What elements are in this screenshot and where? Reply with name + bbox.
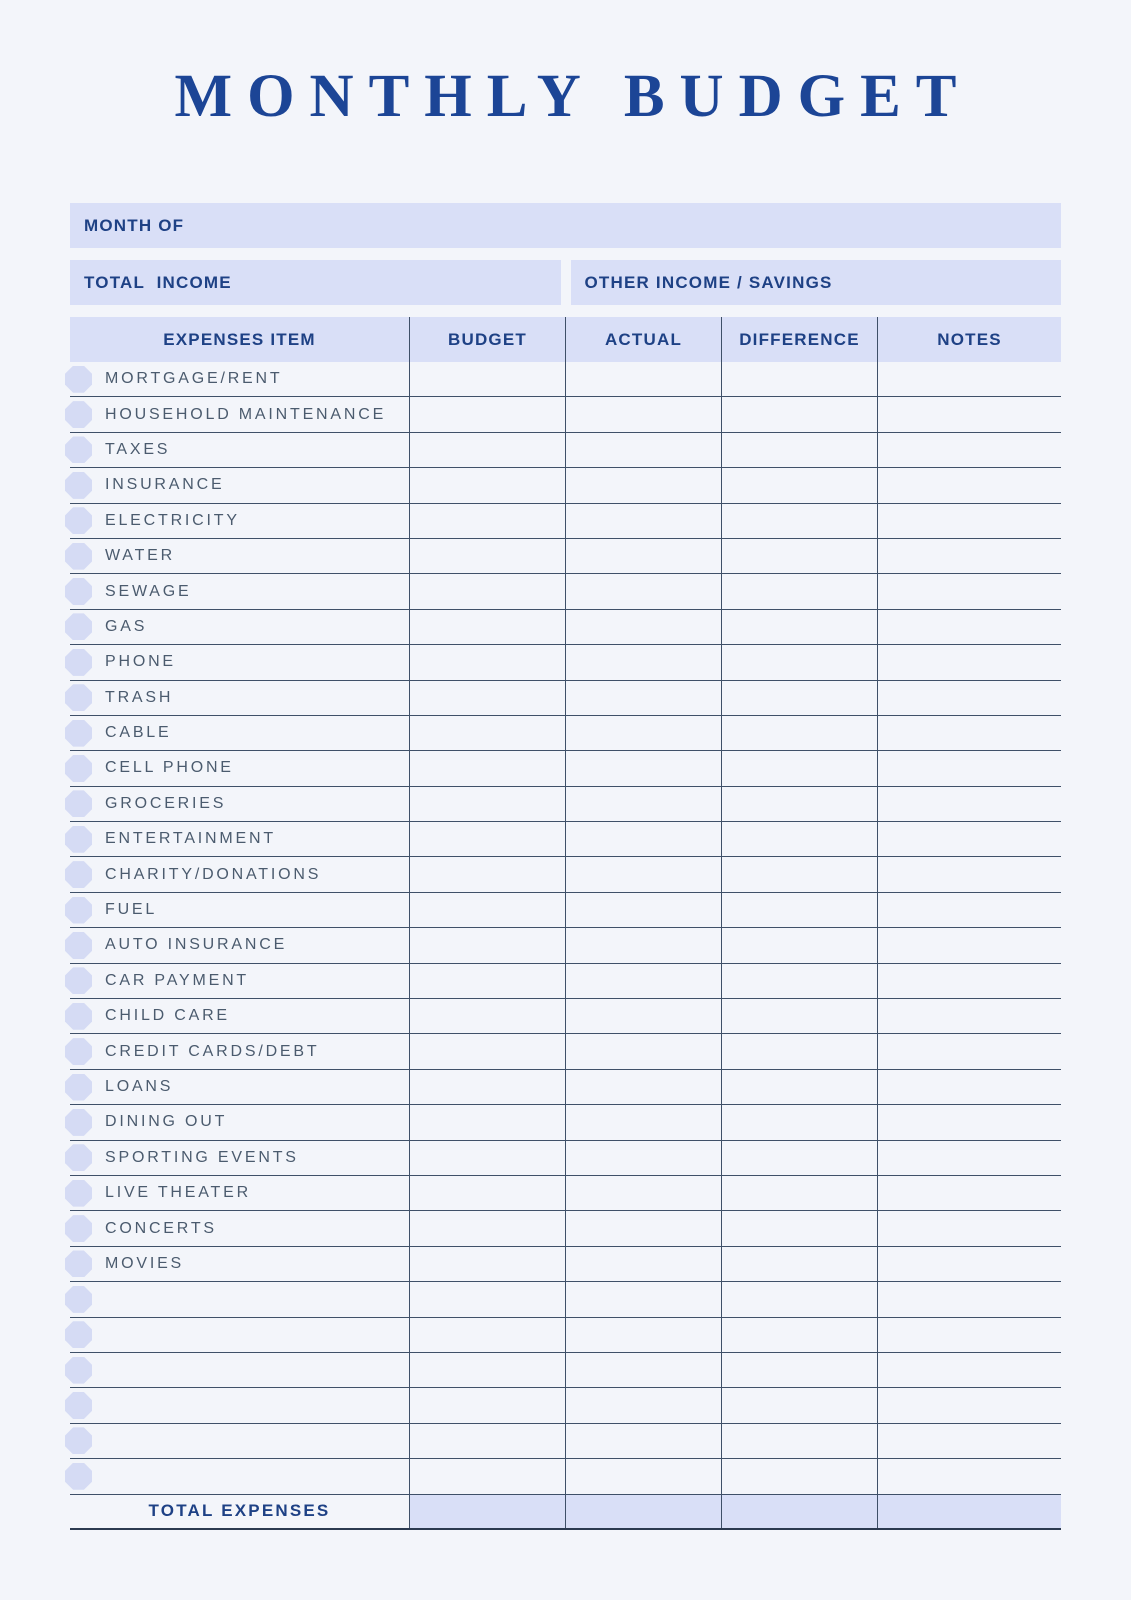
expense-item-label: CHARITY/DONATIONS [105,865,322,883]
expense-item-label: CREDIT CARDS/DEBT [105,1042,320,1060]
expense-item-label: CAR PAYMENT [105,971,249,989]
expense-item-cell [70,504,409,538]
expense-item-label: SEWAGE [105,582,192,600]
total-expenses-label: TOTAL EXPENSES [148,1501,331,1520]
expense-item-cell [70,716,409,750]
notes-cell [877,822,1061,856]
budget-cell [409,1247,565,1281]
month-of-label: MONTH OF [84,215,185,235]
bullet-octagon-icon [65,684,92,711]
table-row [70,857,1061,892]
notes-cell [877,645,1061,679]
expense-item-label: LOANS [105,1078,174,1095]
difference-cell [721,822,877,856]
table-row [70,574,1061,609]
table-row [70,1353,1061,1388]
bullet-octagon-icon [65,932,92,959]
notes-cell [877,1353,1061,1387]
table-row [70,999,1061,1034]
notes-cell [877,1176,1061,1210]
actual-cell [565,716,721,750]
expense-item-cell [70,893,409,927]
actual-cell [565,645,721,679]
notes-cell [877,610,1061,644]
difference-cell [721,1388,877,1422]
bullet-octagon-icon [65,1463,92,1490]
actual-cell [565,397,721,431]
table-row [70,1070,1061,1105]
budget-cell [409,1353,565,1387]
bullet-octagon-icon [65,1003,92,1030]
expense-item-cell [70,1070,409,1104]
table-header-row [70,317,1061,362]
budget-cell [409,1388,565,1422]
notes-cell [877,1388,1061,1422]
other-income-field [571,260,1062,305]
notes-cell [877,539,1061,573]
difference-cell [721,1424,877,1458]
expense-item-label: TAXES [105,440,171,458]
expense-item-cell [70,1211,409,1245]
difference-cell [721,1141,877,1175]
budget-cell [409,1105,565,1139]
total-actual-cell [565,1495,721,1528]
notes-cell [877,928,1061,962]
expense-item-cell [70,999,409,1033]
table-row [70,1247,1061,1282]
expense-item-label: PHONE [105,653,176,671]
notes-cell [877,1211,1061,1245]
budget-cell [409,787,565,821]
notes-cell [877,397,1061,431]
difference-cell [721,964,877,998]
actual-cell [565,999,721,1033]
table-row [70,928,1061,963]
notes-cell [877,1141,1061,1175]
bullet-octagon-icon [65,897,92,924]
table-body [70,362,1061,1495]
expense-item-cell [70,468,409,502]
bullet-octagon-icon [65,1357,92,1384]
expense-item-label: GROCERIES [105,794,227,812]
actual-cell [565,574,721,608]
actual-cell [565,857,721,891]
expense-item-label: MORTGAGE/RENT [105,370,283,388]
table-row [70,610,1061,645]
budget-cell [409,433,565,467]
notes-cell [877,893,1061,927]
notes-cell [877,504,1061,538]
difference-cell [721,1282,877,1316]
expense-item-cell [70,1282,409,1316]
budget-cell [409,610,565,644]
expense-item-cell [70,751,409,785]
actual-cell [565,1034,721,1068]
table-row [70,433,1061,468]
page-title: MONTHLY BUDGET [174,63,972,130]
notes-cell [877,999,1061,1033]
table-row [70,645,1061,680]
difference-cell [721,716,877,750]
bullet-octagon-icon [65,1286,92,1313]
bullet-octagon-icon [65,1215,92,1242]
expense-item-label: AUTO INSURANCE [105,936,288,954]
expense-item-cell [70,1318,409,1352]
expense-item-cell [70,1353,409,1387]
expenses-table [70,317,1061,1530]
actual-cell [565,681,721,715]
bullet-octagon-icon [65,1144,92,1171]
expense-item-cell [70,1424,409,1458]
bullet-octagon-icon [65,755,92,782]
difference-cell [721,999,877,1033]
expense-item-cell [70,1176,409,1210]
table-row [70,751,1061,786]
expense-item-cell [70,681,409,715]
difference-cell [721,433,877,467]
actual-cell [565,610,721,644]
budget-cell [409,645,565,679]
table-row [70,716,1061,751]
difference-cell [721,539,877,573]
expense-item-label: FUEL [105,901,158,919]
bullet-octagon-icon [65,1321,92,1348]
expense-item-cell [70,1105,409,1139]
actual-cell [565,1388,721,1422]
header-cell-difference: DIFFERENCE [721,317,877,362]
difference-cell [721,787,877,821]
budget-cell [409,1141,565,1175]
budget-cell [409,893,565,927]
table-row [70,1388,1061,1423]
total-income-label: TOTAL INCOME [84,272,232,292]
expense-item-label: GAS [105,617,148,635]
budget-cell [409,681,565,715]
expense-item-cell [70,610,409,644]
expense-item-label: INSURANCE [105,476,225,494]
difference-cell [721,1353,877,1387]
difference-cell [721,1318,877,1352]
bullet-octagon-icon [65,507,92,534]
difference-cell [721,751,877,785]
budget-cell [409,1282,565,1316]
budget-cell [409,1070,565,1104]
notes-cell [877,1459,1061,1493]
actual-cell [565,1424,721,1458]
table-row [70,681,1061,716]
expense-item-cell [70,539,409,573]
total-budget-cell [409,1495,565,1528]
budget-cell [409,857,565,891]
budget-cell [409,1459,565,1493]
actual-cell [565,964,721,998]
actual-cell [565,1459,721,1493]
total-notes-cell [877,1495,1061,1528]
expense-item-cell [70,1388,409,1422]
bullet-octagon-icon [65,578,92,605]
bullet-octagon-icon [65,613,92,640]
total-income-field [70,260,561,305]
bullet-octagon-icon [65,543,92,570]
expense-item-label: LIVE THEATER [105,1184,251,1202]
table-row [70,1176,1061,1211]
table-row [70,1141,1061,1176]
expense-item-cell [70,397,409,431]
total-row [70,1495,1061,1530]
actual-cell [565,1353,721,1387]
actual-cell [565,1318,721,1352]
difference-cell [721,610,877,644]
difference-cell [721,1247,877,1281]
table-row [70,1318,1061,1353]
budget-cell [409,751,565,785]
actual-cell [565,928,721,962]
bullet-octagon-icon [65,1427,92,1454]
actual-cell [565,468,721,502]
actual-cell [565,1070,721,1104]
difference-cell [721,893,877,927]
bullet-octagon-icon [65,1074,92,1101]
table-row [70,1211,1061,1246]
difference-cell [721,504,877,538]
table-row [70,787,1061,822]
notes-cell [877,1424,1061,1458]
notes-cell [877,468,1061,502]
actual-cell [565,539,721,573]
difference-cell [721,362,877,396]
notes-cell [877,362,1061,396]
header-cell-budget: BUDGET [409,317,565,362]
expense-item-cell [70,928,409,962]
expense-item-cell [70,964,409,998]
difference-cell [721,1105,877,1139]
budget-cell [409,1211,565,1245]
table-row [70,1034,1061,1069]
expense-item-label: DINING OUT [105,1113,228,1131]
difference-cell [721,645,877,679]
budget-cell [409,397,565,431]
notes-cell [877,857,1061,891]
expense-item-cell [70,433,409,467]
actual-cell [565,1211,721,1245]
difference-cell [721,1459,877,1493]
bullet-octagon-icon [65,861,92,888]
expense-item-cell [70,857,409,891]
header-cell-expenses-item: EXPENSES ITEM [163,329,316,349]
table-row [70,468,1061,503]
difference-cell [721,574,877,608]
expense-item-cell [70,787,409,821]
notes-cell [877,964,1061,998]
expense-item-label: CHILD CARE [105,1007,230,1025]
table-row [70,504,1061,539]
notes-cell [877,433,1061,467]
bullet-octagon-icon [65,401,92,428]
notes-cell [877,681,1061,715]
notes-cell [877,1070,1061,1104]
expense-item-label: SPORTING EVENTS [105,1148,299,1166]
budget-cell [409,468,565,502]
actual-cell [565,893,721,927]
table-row [70,1424,1061,1459]
difference-cell [721,1034,877,1068]
budget-cell [409,822,565,856]
bullet-octagon-icon [65,1038,92,1065]
table-row [70,397,1061,432]
actual-cell [565,362,721,396]
actual-cell [565,433,721,467]
income-section [70,260,1061,305]
difference-cell [721,928,877,962]
expense-item-cell [70,822,409,856]
expense-item-label: CELL PHONE [105,759,234,777]
budget-cell [409,999,565,1033]
budget-cell [409,1318,565,1352]
expense-item-cell [70,574,409,608]
bullet-octagon-icon [65,826,92,853]
expense-item-cell [70,645,409,679]
actual-cell [565,1141,721,1175]
actual-cell [565,1105,721,1139]
bullet-octagon-icon [65,366,92,393]
expense-item-label: MOVIES [105,1254,185,1272]
actual-cell [565,787,721,821]
bullet-octagon-icon [65,472,92,499]
budget-cell [409,928,565,962]
expense-item-label: ELECTRICITY [105,511,240,529]
notes-cell [877,751,1061,785]
difference-cell [721,1176,877,1210]
actual-cell [565,1282,721,1316]
budget-cell [409,1424,565,1458]
budget-cell [409,362,565,396]
table-row [70,964,1061,999]
table-row [70,893,1061,928]
expense-item-label: ENTERTAINMENT [105,830,276,848]
notes-cell [877,1034,1061,1068]
difference-cell [721,857,877,891]
difference-cell [721,397,877,431]
total-difference-cell [721,1495,877,1528]
difference-cell [721,1070,877,1104]
table-row [70,362,1061,397]
header-cell-notes: NOTES [877,317,1061,362]
expense-item-label: CONCERTS [105,1219,217,1237]
notes-cell [877,574,1061,608]
header-cell-actual: ACTUAL [565,317,721,362]
bullet-octagon-icon [65,790,92,817]
actual-cell [565,1247,721,1281]
notes-cell [877,787,1061,821]
expense-item-cell [70,1247,409,1281]
expense-item-label: CABLE [105,724,172,742]
other-income-label: OTHER INCOME / SAVINGS [584,272,833,292]
table-row [70,1282,1061,1317]
actual-cell [565,751,721,785]
actual-cell [565,1176,721,1210]
notes-cell [877,1318,1061,1352]
difference-cell [721,1211,877,1245]
table-row [70,539,1061,574]
notes-cell [877,716,1061,750]
notes-cell [877,1105,1061,1139]
budget-cell [409,964,565,998]
bullet-octagon-icon [65,649,92,676]
table-row [70,1105,1061,1140]
expense-item-cell [70,1459,409,1493]
expense-item-label: WATER [105,547,175,565]
budget-cell [409,1176,565,1210]
bullet-octagon-icon [65,1392,92,1419]
budget-cell [409,539,565,573]
notes-cell [877,1247,1061,1281]
expense-item-cell [70,1034,409,1068]
notes-cell [877,1282,1061,1316]
expense-item-label: TRASH [105,688,174,706]
bullet-octagon-icon [65,436,92,463]
budget-cell [409,574,565,608]
bullet-octagon-icon [65,1180,92,1207]
difference-cell [721,681,877,715]
expense-item-cell [70,1141,409,1175]
budget-cell [409,716,565,750]
bullet-octagon-icon [65,1250,92,1277]
actual-cell [565,822,721,856]
expense-item-cell [70,362,409,396]
table-row [70,822,1061,857]
table-row [70,1459,1061,1494]
bullet-octagon-icon [65,720,92,747]
expense-item-label: HOUSEHOLD MAINTENANCE [105,405,387,423]
actual-cell [565,504,721,538]
budget-cell [409,1034,565,1068]
bullet-octagon-icon [65,967,92,994]
budget-cell [409,504,565,538]
difference-cell [721,468,877,502]
month-of-field [70,203,1061,248]
bullet-octagon-icon [65,1109,92,1136]
